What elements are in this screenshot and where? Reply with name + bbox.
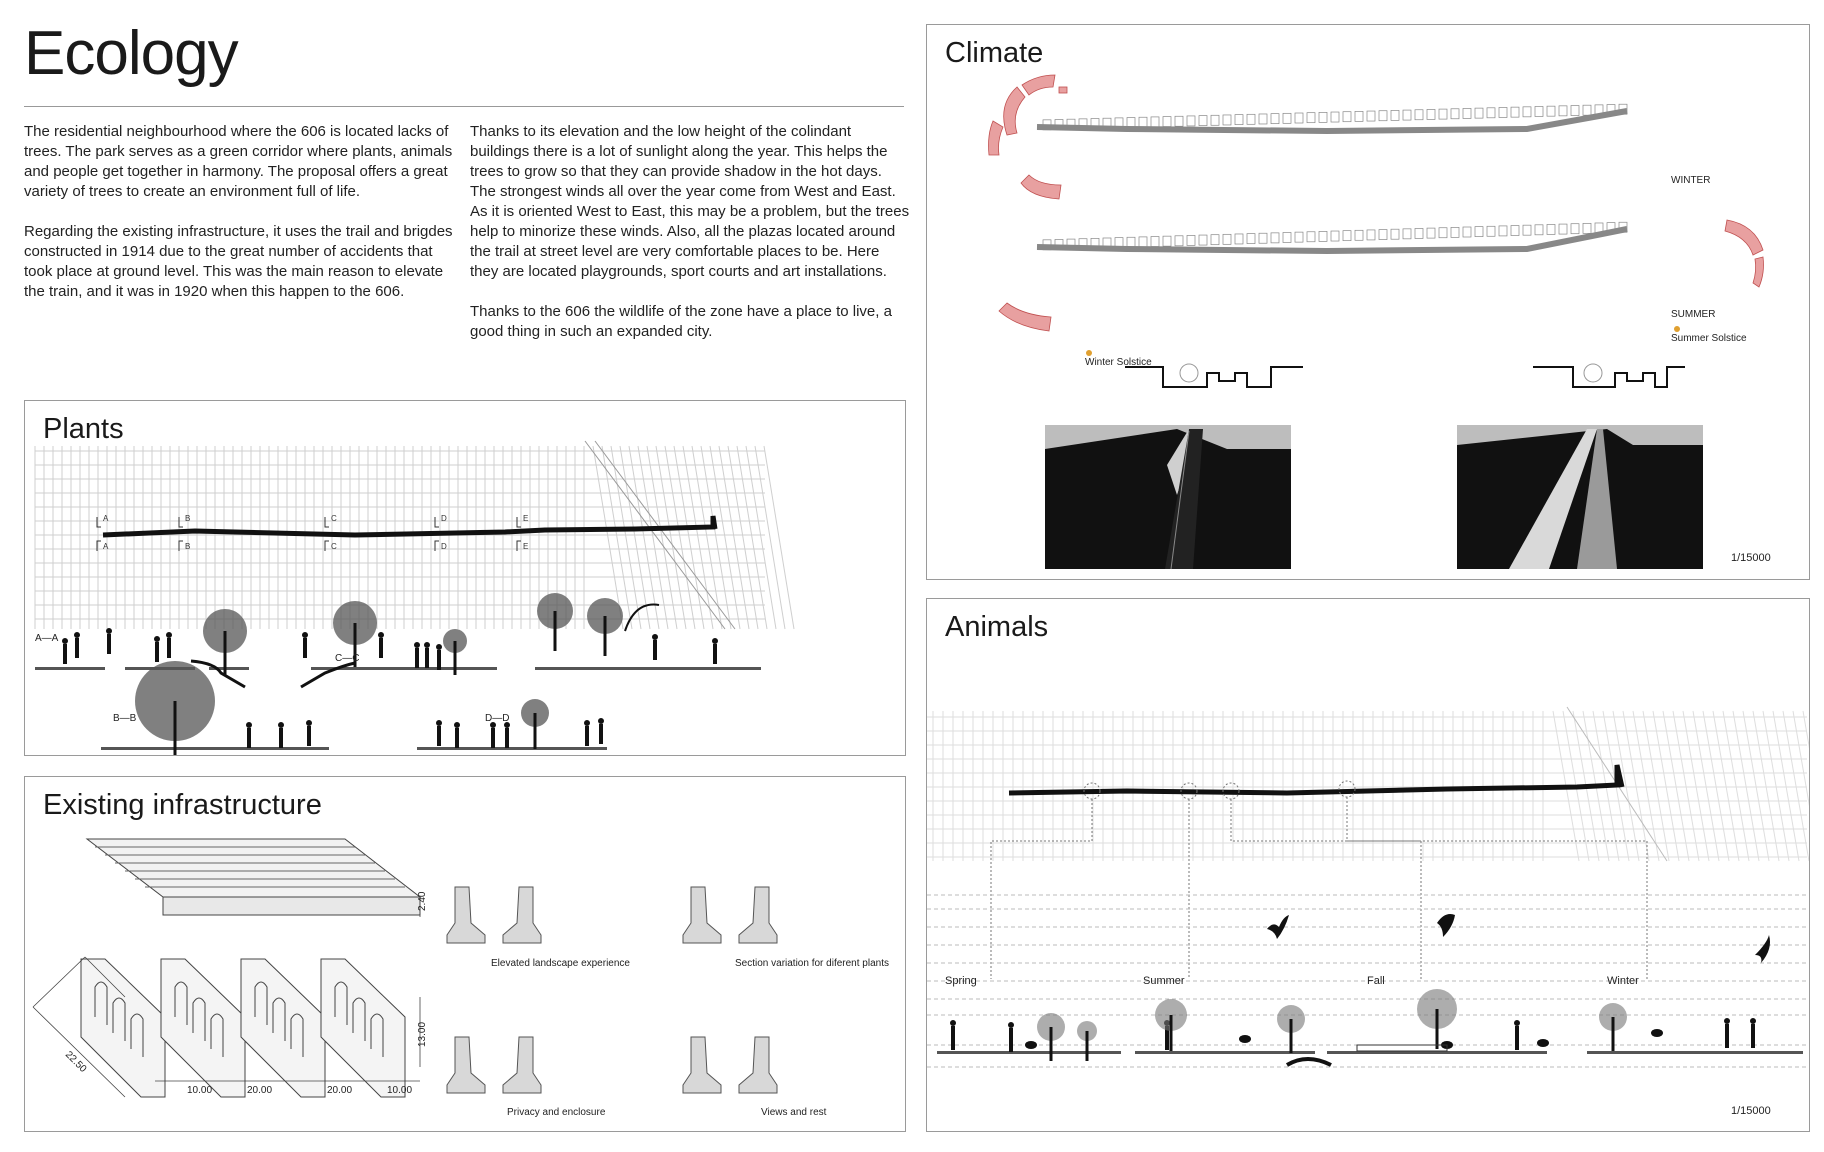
length-dimension: 22.50	[62, 1049, 89, 1075]
climate-drawing	[927, 25, 1809, 579]
tree-icon	[1584, 364, 1602, 382]
section-marker: A	[103, 542, 109, 551]
intro-paragraph: Thanks to the 606 the wildlife of the zone have a place to live, a good thing in such an expanded city.	[470, 303, 892, 340]
birds	[1267, 914, 1770, 963]
shadow-render-winter	[1045, 425, 1291, 569]
shadow-render-summer	[1457, 425, 1703, 569]
summer-label: SUMMER	[1671, 309, 1716, 320]
sun-icon	[1086, 350, 1092, 356]
plants-title: Plants	[43, 413, 124, 445]
season-label: Spring	[945, 975, 977, 987]
scale-label: 1/15000	[1731, 552, 1771, 564]
section-label: D—D	[485, 713, 510, 724]
climate-panel	[926, 24, 1810, 580]
section-marker: B	[185, 514, 191, 523]
bridge-axonometric	[25, 777, 905, 1131]
height-dimension: 2.40	[417, 891, 428, 911]
section-marker: D	[441, 514, 447, 523]
span-dimension: 10.00	[387, 1085, 413, 1096]
section-marker: C	[331, 514, 337, 523]
intro-paragraph: Thanks to its elevation and the low height of the colindant buildings there is a lot of sunlight along the year. This helps the trees to grow so that they can provide shadow in the hot days. The strongest winds all over the year come from West and East. As it is oriented West to East, this may be a problem, but the trees help to minorize these winds. Also, all the plazas located around the trail at street level are very comfortable places to be. Here they are located playgrounds, sport courts and art installations.	[470, 123, 910, 280]
section-marker: E	[523, 514, 529, 523]
intro-column-2	[470, 122, 910, 362]
season-label: Winter	[1607, 975, 1639, 987]
climate-title: Climate	[945, 37, 1044, 69]
section-marker: C	[331, 542, 337, 551]
wind-rose-summer	[999, 220, 1764, 331]
cross-section-winter	[1125, 367, 1303, 387]
season-leaders	[991, 781, 1647, 979]
plants-drawing	[25, 401, 905, 755]
intro-column-1	[24, 122, 454, 322]
span-dimension: 10.00	[187, 1085, 213, 1096]
scale-label: 1/15000	[1731, 1105, 1771, 1117]
winter-note: Winter Solstice	[1085, 357, 1152, 368]
section-label: B—B	[113, 713, 137, 724]
caption-privacy: Privacy and enclosure	[507, 1107, 606, 1118]
caption-section-variation: Section variation for diferent plants	[735, 958, 889, 969]
sun-icon	[1674, 326, 1680, 332]
winter-label: WINTER	[1671, 175, 1711, 186]
animals-sections	[937, 989, 1803, 1065]
plants-panel	[24, 400, 906, 756]
section-marker: B	[185, 542, 191, 551]
infrastructure-title: Existing infrastructure	[43, 789, 322, 821]
plants-sections	[35, 593, 761, 755]
tree-icon	[1180, 364, 1198, 382]
animals-title: Animals	[945, 611, 1049, 643]
infrastructure-panel	[24, 776, 906, 1132]
page-title: Ecology	[24, 19, 238, 88]
season-label: Fall	[1367, 975, 1385, 987]
animals-panel	[926, 598, 1810, 1132]
span-dimension: 20.00	[327, 1085, 353, 1096]
season-label: Summer	[1143, 975, 1185, 987]
street-grid-map	[927, 707, 1809, 861]
section-marker: A	[103, 514, 109, 523]
caption-elevated: Elevated landscape experience	[491, 958, 630, 969]
height-dimension: 13.00	[417, 1021, 428, 1047]
title-divider	[24, 106, 904, 107]
intro-paragraph: The residential neighbourhood where the 606 is located lacks of trees. The park serves as a green corridor where plants, animals and people get together in harmony. The proposal offers a great variety of trees to create an environment full of life.	[24, 123, 453, 200]
intro-paragraph: Regarding the existing infrastructure, it uses the trail and brigdes constructed in 1914 due to the great number of accidents that took place at ground level. This was the main reason to elevate the train, and it was in 1920 when this happen to the 606.	[24, 223, 453, 300]
wind-rose-winter	[989, 75, 1068, 199]
caption-views: Views and rest	[761, 1107, 827, 1118]
trail-line	[1009, 765, 1622, 793]
trail-plans	[1037, 104, 1627, 251]
section-label: A—A	[35, 633, 59, 644]
cross-section-summer	[1533, 367, 1685, 387]
animals-drawing	[927, 599, 1809, 1131]
span-dimension: 20.00	[247, 1085, 273, 1096]
section-marker: E	[523, 542, 529, 551]
section-marker: D	[441, 542, 447, 551]
summer-note: Summer Solstice	[1671, 333, 1747, 344]
section-label: C—C	[335, 653, 360, 664]
